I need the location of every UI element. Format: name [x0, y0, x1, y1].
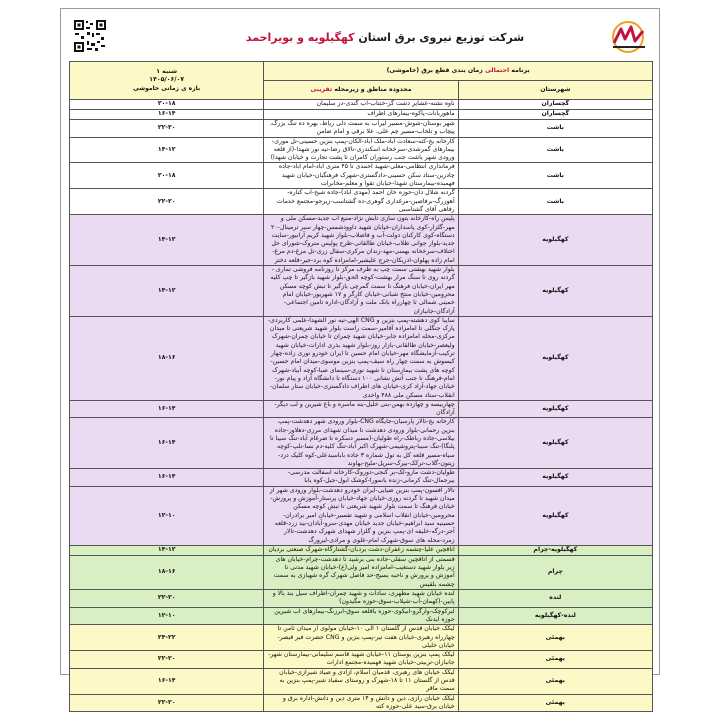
area-cell: سایبا کوی دهشته-پمپ بنزین و CNG الهی-تیه نور الشهدا-علمی کاربردی-پارک جنگلی تا امامزاده آقامیر-سمت راست بلوار شهید شریعتی تا میدان مرکزی-محله امامزاده جابر-خیابان شهید چمران تا خیابان چمران-شهرک ولیعصر-خیابان طالقانی-بازار روز-بلوار شهید بذری ادارات-خیابان شهید ترکیب-آزمایشگاه مهر-خیابان امام حسین تا ایران خودرو نوری زاده-چهار کیسوش به سمت چهار راه سیف-پمپ بنزین موسوی-میدان امام حسین-کوچه های پشت بیمارستان تا شهید نوری-سینمای صبا-کوچه آبباد-شهرک امام-فرهنگ تا جنب آتش نشانی ۱۰۰ دستگاه تا دانشگاه آزاد و پیام نور-خیابان جهاد-آزاد کری-خیابان های اطراف دادگستری-خیابان ستار سلمان-انقلاب-ستاد مسکن ملی ۴۸۸ واحدی: [264, 316, 458, 400]
area-cell: لنده خیابان شهید مطهری، سادات و شهید چمران-اطراف سیل بند بالا و پایین-(کهمان-آب-شیلاب-سوق-حوزه مگیدون): [264, 590, 458, 608]
time-cell: ۲۰-۱۸: [70, 100, 264, 110]
table-row: [70, 400, 653, 418]
time-cell: ۲۲-۲۰: [70, 651, 264, 669]
city-cell: لنده-کهگیلویه: [458, 607, 652, 625]
table-row: [70, 486, 653, 545]
city-cell: باشت: [458, 163, 652, 189]
area-cell: گردنه شلال دان-حوزه خان احمد (مهدی آباد)-جاده شیخ-آب کناره-آهوزرگ-برفاصین-مرغداری گوهری-ده گشتاسب-زیرجو-مجتمع خدمات رفاهی آقای گشتاسبی: [264, 189, 458, 215]
table-row: [70, 555, 653, 589]
area-cell: طولیان-دشت مارو-لک-بر کنجی-دوروک-کارخانه آسفالت مدرسی-بیرجمال-تنگ کرمانی-زنده بانمورا-کوشک ابول-جبل-کوه یابا: [264, 469, 458, 487]
time-cell: ۱۴-۱۲: [70, 215, 264, 266]
area-cell: پلیس راه-کارخانه بتون سازی تابش نژاد-منبع آب جدید-مسکن ملی و مهر-گلزار-کوی پاسداران-خیابان شهید داوودشمس-چهار سیر ترمینال-۲۰ دستگاه-کوی کارکنان دولت-آب و فاضلاب-بلوار شهید کریم آرانیور-سایت جدید-بلوار جوانی طلاب-خیابان طالقانی-طرح پولیس متروک-شورای حل اختلاف-سرخخانه بهمنی-مهد-زندان مرکزی-سفال زری-تل مرغ-دم مرغ-امام زاده پهلوان-ادریکان-جرج علیشیر-امامزاده کوه برد-جیر-قلعه دختر: [264, 215, 458, 266]
area-cell: اتاقچین علیا-چشمه زعفران-دشت بردبان-گشتارگاه-شهرک صنعتی بردیان: [264, 545, 458, 555]
table-row: [70, 163, 653, 189]
time-cell: ۱۲-۱۰: [70, 486, 264, 545]
sheet-header: [61, 9, 659, 65]
city-cell: بهمئی: [458, 668, 652, 694]
area-cell: کارخانه یخ-کته-سعادت آباد-ملک آباد-آلکان-پمپ بنزین حسینی-تل موری-بیمارهای گمرشدی-سرخخانه اسکندری-تالاق رضا-تیه نور شهدا-(از قلعه ورودی شهر باشت جنب رستوران کامران تا پشت تجارت و خیابان شهدا): [264, 137, 458, 163]
table-row: [70, 120, 653, 138]
time-cell: ۱۸-۱۶: [70, 316, 264, 400]
table-row: [70, 189, 653, 215]
city-cell: کهگیلویه: [458, 266, 652, 317]
time-cell: ۲۴-۲۲: [70, 625, 264, 651]
city-cell: کهگیلویه: [458, 400, 652, 418]
date-label: ۱۴۰۵/۰۶/۰۷: [149, 76, 185, 84]
schedule-sheet: [60, 8, 660, 710]
time-cell: ۱۴-۱۲: [70, 137, 264, 163]
time-cell: ۱۶-۱۴: [70, 469, 264, 487]
date-cell: [70, 62, 264, 100]
city-cell: کهگیلویه: [458, 215, 652, 266]
area-cell: لیکک خیابان رازی، دین و دانش و ۱۴ متری دین و دانش-اداره برق و خیابان برق-سید علی-حوزه کته: [264, 694, 458, 712]
schedule-table: [69, 61, 653, 712]
area-cell: شهر بوستان-شوش-مسیر لیراب به سمت دلی ریاط، بهره ده تنگ بزرگ، پیچاب و تلخاب-مسیر چم علی، علا برقی و امام ضامن: [264, 120, 458, 138]
company-logo: [605, 19, 651, 55]
area-cell: لیکک پمپ بنزین بوستان ۱۱-خیابان شهید قاسم سلیمانی-بیمارستان شهر-جانبازان-تربیتی-خیابان شهید فهمیده-مجتمع ادارات: [264, 651, 458, 669]
city-cell: کهگیلویه: [458, 418, 652, 469]
area-cell: کارخانه یخ-تالار پارسیان-جایگاه CNG-بلوار ورودی شهر دهدشت-پمپ بنزین رحمانی-بلوار ورودی دهدشت تا میدان شهدای مرزی-دهلاور-جاده بیلاسی-جاده رباطک-راه طولیان-(مسیر دسکره تا ضرغام آباد-تنگ سیبا تا پلنگا)-تنگ سیبا-پتروشیمی-شهرک اکبر آباد-تنگ کلیه-دم نسا-تلپ-کوچه سیاه-مسیر قلعه کل به تول شماره ۳ جاده باباسیدعلی-کوه کلیک دزد-زیتون-گلاب-ترکک-بیرک-سرپل-ملیح-بهاوند: [264, 418, 458, 469]
schedule-rows: [70, 100, 653, 712]
city-cell: بهمئی: [458, 694, 652, 712]
city-cell: کهگیلویه: [458, 486, 652, 545]
company-name: شرکت توزیع نیروی برق استان کهگیلویه و بویراحمد: [245, 31, 525, 44]
program-title-row: [70, 62, 653, 81]
table-row: [70, 110, 653, 120]
area-cell: ناوه نشته-عشایر دشت گز-ختتاب-آب گندی-دز سلیمان: [264, 100, 458, 110]
area-cell: چهاربیسه و چهارده بهمن-بنی خلیل-بنه ماسره و باغ شیرین و لب دیگر-آزادگان: [264, 400, 458, 418]
city-cell: باشت: [458, 137, 652, 163]
table-row: [70, 651, 653, 669]
time-cell: ۱۶-۱۴: [70, 110, 264, 120]
city-cell: باشت: [458, 189, 652, 215]
time-cell: ۲۲-۲۰: [70, 189, 264, 215]
qr-code-icon: [73, 19, 107, 53]
city-cell: لنده: [458, 590, 652, 608]
city-cell: بهمئی: [458, 651, 652, 669]
city-cell: چرام: [458, 555, 652, 589]
table-row: [70, 607, 653, 625]
area-column-header: محدوده مناطق و زیرمحله تقریبی: [264, 81, 458, 100]
table-row: [70, 469, 653, 487]
area-cell: لیکک خیابان های رهبری، قدمیان اسلام، آزادی و صیاد شیرازی-خیابان قدس از گلستان ۱۱ تا ۱۸-شهرک و روستای سفیاد شیر-پمپ بنزین به سمت ماقر: [264, 668, 458, 694]
table-row: [70, 545, 653, 555]
program-title: برنامه احتمالی زمان بندی قطع برق (خاموشی): [264, 62, 653, 81]
city-cell: کهگیلویه: [458, 316, 652, 400]
city-cell: گچساران: [458, 100, 652, 110]
city-cell: باشت: [458, 120, 652, 138]
time-cell: ۲۲-۲۰: [70, 590, 264, 608]
time-cell: ۱۶-۱۴: [70, 400, 264, 418]
table-row: [70, 316, 653, 400]
time-cell: ۱۴-۱۲: [70, 545, 264, 555]
time-cell: ۱۸-۱۶: [70, 555, 264, 589]
time-cell: ۱۲-۱۰: [70, 607, 264, 625]
table-row: [70, 668, 653, 694]
city-cell: کهگیلویه-چرام: [458, 545, 652, 555]
city-cell: کهگیلویه: [458, 469, 652, 487]
city-column-header: شهرستان: [458, 81, 652, 100]
time-cell: ۱۶-۱۴: [70, 668, 264, 694]
table-row: [70, 418, 653, 469]
area-cell: بلوار شهید بهشتی سمت چپ به طرف مرکز تا روزنامه فروشی تماری - گردنه روی تا سنگ مرار بهشت-کوچه الحق-بلوار شهید بازگیر تا چپ کلیه مهر ایران-خیابان فرهنگ تا سمت گمرچی بازگیر تا تبش کوچه مسکن محرومین-خیابان منتج شبانی-خیابان کارگر و ۱۷ شهریور-خیابان امام خمینی شمالی تا چهارراه بانک ملت و آزادگان-اداره تامین اجتماعی-آزادگان-جانبازان: [264, 266, 458, 317]
area-cell: لیکک خیابان قدس از گلستان ۱ الی ۱۰-خیابان مولوی از میدان ثامن تا چهارراه رهبری-خیابان هفت تیر-پمپ بنزین و CNG حضرت فیر قیصر-خیابان خلیلی: [264, 625, 458, 651]
time-column-header: بازه ی زمانی خاموشی: [133, 84, 201, 92]
time-cell: ۱۶-۱۴: [70, 418, 264, 469]
time-cell: ۲۰-۱۸: [70, 163, 264, 189]
table-row: [70, 137, 653, 163]
time-cell: ۲۲-۲۰: [70, 120, 264, 138]
day-label: شنبه ۱: [156, 68, 178, 76]
area-cell: ماهوربانات-پاکوه-بیمارهای اطراف: [264, 110, 458, 120]
time-cell: ۲۲-۲۰: [70, 694, 264, 712]
time-cell: ۱۴-۱۲: [70, 266, 264, 317]
area-cell: قسمتی از اتاقچین سفلی-جاده بنی بزشید تا دهدشت-چرام-خیابان های زیر بلوار شهید دستغیب-امامزاده امیر ولی(ع)-خیابان شهید مدنی تا آموزش و پرورش و ناحیه بسیج-حد فاصل شهرک گره شهبازی به سمت چشمه بلقیس: [264, 555, 458, 589]
table-row: [70, 100, 653, 110]
area-cell: فرمانداری انتظامی-معلی-شهید احمدی تا ۴۵ متری آباد-امام آباد-جاده چادرین-ستاد سکن حسینی-دادگستری-شهرک فرهنگیان-خیابان شهید فهمیده-بیمارستان شهدا-خیابان تقوا و معلم-مخابرات: [264, 163, 458, 189]
city-cell: بهمئی: [458, 625, 652, 651]
table-row: [70, 215, 653, 266]
table-row: [70, 266, 653, 317]
table-row: [70, 590, 653, 608]
area-cell: لبرکوچک-وارگرو-آنیکوی-حوزه یاقلعه سوق-آبرزنگ-بیمارهای آب شیرین حوزه ایدنک: [264, 607, 458, 625]
table-row: [70, 694, 653, 712]
table-row: [70, 625, 653, 651]
city-cell: گچساران: [458, 110, 652, 120]
area-cell: تالار افسون-پمپ بنزین ضیایی-ایران خودرو دهدشت-بلوار ورودی شهر از میدان شهید تا گردنه روزی-خیابان جهاد-خیابان پرستار-آموزش و پرورش-خیابان فرهنگ تا سمت بلوار شهید شریعتی تا تبش کوچه مسکن محرومین-خیابان انقلاب اسلامی و شهید تفسیر-خیابان امیر برادران-حسینیه سید ابراهیم-خیابان جدید خیابان مهدی-سرو-آبادان-بید زرد-قلعه آجر-درگه-خلیفه ای-پمپ بنزین و گلزار شهدای شهرک دهدشت-تالار زمرد-محله های سوق-شهرک امام-علوی و مرادی-لبرورگ: [264, 486, 458, 545]
